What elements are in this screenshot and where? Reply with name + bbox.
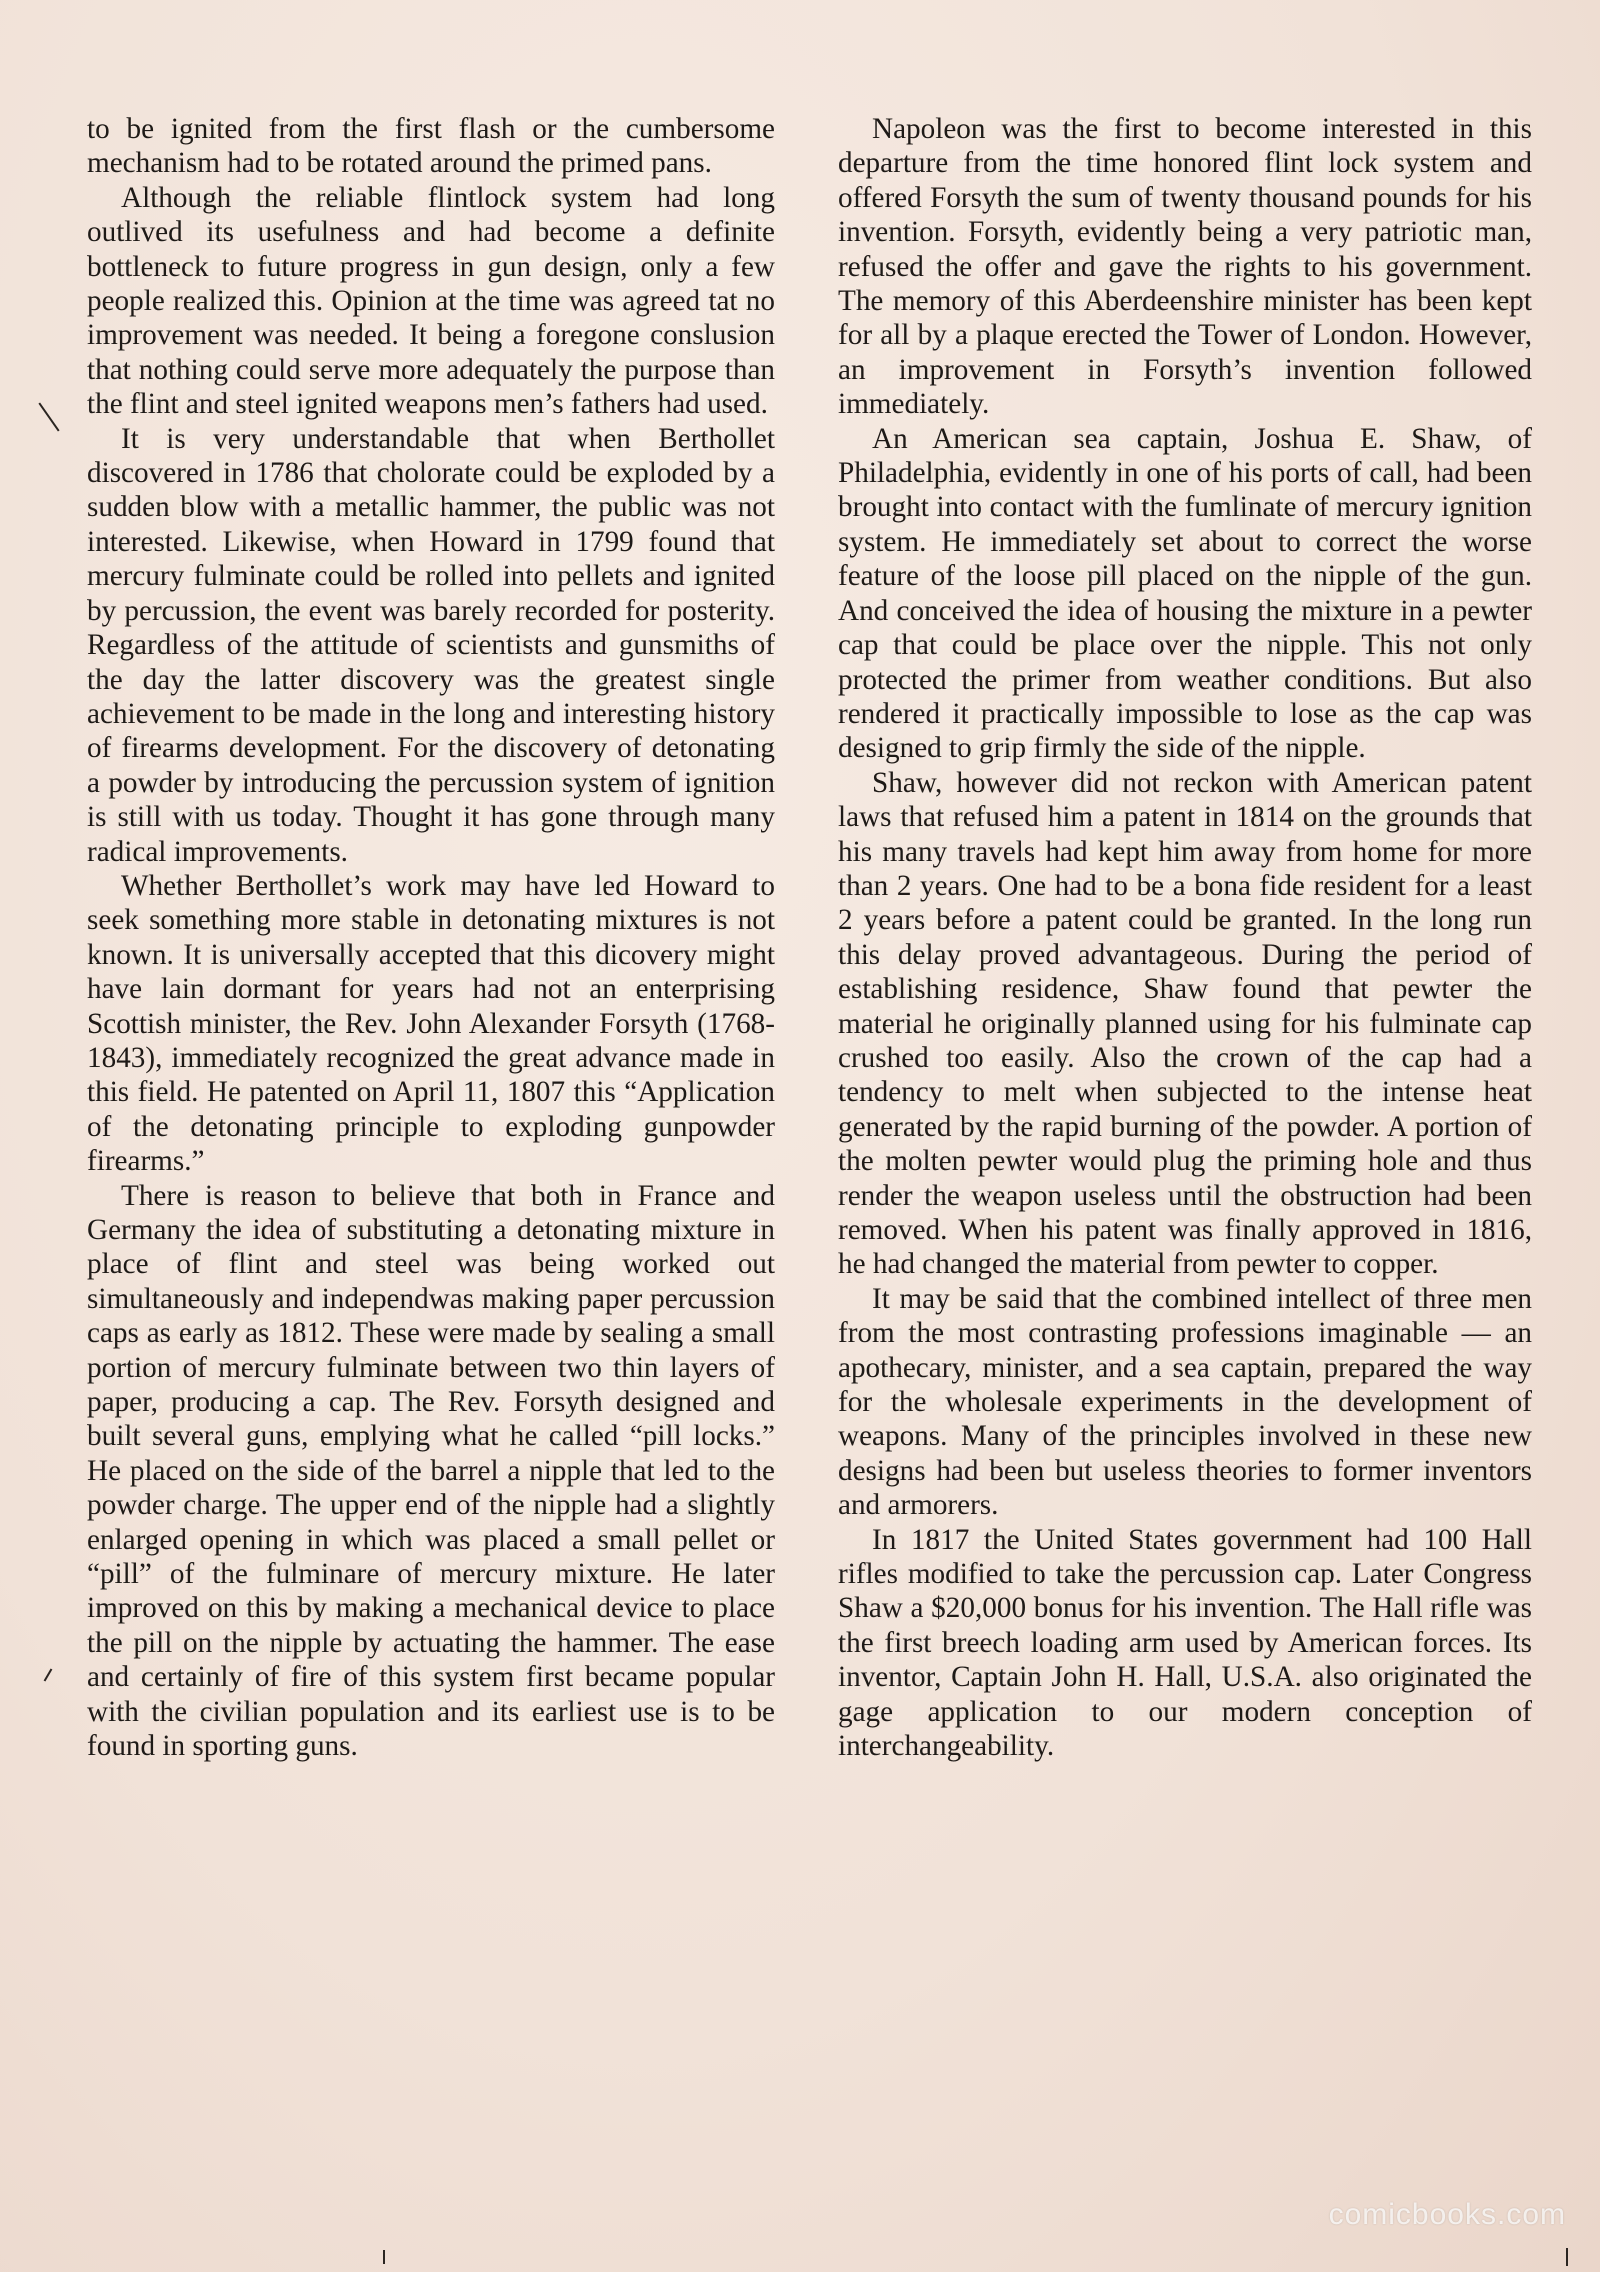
paragraph: to be ignited from the first flash or the cumbersome mechanism had to be rotated around the primed pans. bbox=[87, 113, 775, 180]
paragraph: Although the reliable flintlock system had long outlived its usefulness and had become a definite bottleneck to future progress in gun design, only a few people realized this. Opinion at the time was agreed tat no improvement was needed. It being a foregone conslusion that nothing could serve more adequately the purpose than the flint and steel ignited weapons men’s fathers had used. bbox=[87, 181, 775, 421]
paragraph: Shaw, however did not reckon with American patent laws that refused him a patent in 1814 on the grounds that his many travels had kept him away from home for more than 2 years. One had to be a bona fide resident for a least 2 years before a patent could be granted. In the long run this delay proved advantageous. During the period of establishing residence, Shaw found that pewter the material he originally planned using for his fulminate cap crushed too easily. Also the crown of the cap had a tendency to melt when subjected to the intense heat generated by the rapid burning of the powder. A portion of the molten pewter would plug the priming hole and thus render the weapon useless until the obstruction had been removed. When his patent was finally approved in 1816, he had changed the material from pewter to copper. bbox=[838, 766, 1532, 1281]
paragraph: It is very understandable that when Berthollet discovered in 1786 that cholorate could be exploded by a sudden blow with a metallic hammer, the public was not interested. Likewise, when Howard in 1799 found that mercury fulminate could be rolled into pellets and ignited by percussion, the event was barely recorded for posterity. Regardless of the attitude of scientists and gunsmiths of the day the latter discovery was the greatest single achievement to be made in the long and interesting history of firearms development. For the discovery of detonating a powder by introducing the percussion system of ignition is still with us today. Thought it has gone through many radical improvements. bbox=[87, 422, 775, 868]
paragraph: It may be said that the combined intellect of three men from the most contrasting professions imaginable — an apothecary, minister, and a sea captain, prepared the way for the wholesale experiments in the development of weapons. Many of the principles involved in these new designs had been but useless theories to former inventors and armorers. bbox=[838, 1282, 1532, 1522]
stray-mark bbox=[383, 2250, 385, 2264]
paragraph: Napoleon was the first to become interested in this departure from the time honored flint lock system and offered Forsyth the sum of twenty thousand pounds for his invention. Forsyth, evidently being a very patriotic man, refused the offer and gave the rights to his government. The memory of this Aberdeenshire minister has been kept for all by a plaque erected the Tower of London. However, an improvement in Forsyth’s invention followed immediately. bbox=[838, 113, 1532, 421]
paragraph: There is reason to believe that both in France and Germany the idea of substituting a detonating mixture in place of flint and steel was being worked out simultaneously and independwas making paper percussion caps as early as 1812. These were made by sealing a small portion of mercury fulminate between two thin layers of paper, producing a cap. The Rev. Forsyth designed and built several guns, emplying what he called “pill locks.” He placed on the side of the barrel a nipple that led to the powder charge. The upper end of the nipple had a slightly enlarged opening in which was placed a small pellet or “pill” of the fulminare of mercury mixture. He later improved on this by making a mechanical device to place the pill on the nipple by actuating the hammer. The ease and certainly of fire of this system first became popular with the civilian population and its earliest use is to be found in sporting guns. bbox=[87, 1179, 775, 1763]
paragraph: Whether Berthollet’s work may have led Howard to seek something more stable in detonating mixtures is not known. It is universally accepted that this dicovery might have lain dormant for years had not an enterprising Scottish minister, the Rev. John Alexander Forsyth (1768-1843), immediately recognized the great advance made in this field. He patented on April 11, 1807 this “Application of the detonating principle to exploding gunpowder firearms.” bbox=[87, 869, 775, 1178]
stray-mark bbox=[38, 403, 59, 432]
stray-mark bbox=[44, 1668, 53, 1681]
right-column bbox=[838, 112, 1532, 1764]
stray-mark bbox=[1566, 2248, 1568, 2266]
watermark-text: comicbooks.com bbox=[1328, 2198, 1566, 2231]
paragraph: An American sea captain, Joshua E. Shaw, of Philadelphia, evidently in one of his ports of call, had been brought into contact with the fumlinate of mercury ignition system. He immediately set about to correct the worse feature of the loose pill placed on the nipple of the gun. And conceived the idea of housing the mixture in a pewter cap that could be place over the nipple. This not only protected the primer from weather conditions. But also rendered it practically impossible to lose as the cap was designed to grip firmly the side of the nipple. bbox=[838, 422, 1532, 765]
paragraph: In 1817 the United States government had 100 Hall rifles modified to take the percussion cap. Later Congress Shaw a $20,000 bonus for his invention. The Hall rifle was the first breech loading arm used by American forces. Its inventor, Captain John H. Hall, U.S.A. also originated the gage application to our modern conception of interchangeability. bbox=[838, 1523, 1532, 1763]
left-column bbox=[87, 112, 775, 1764]
